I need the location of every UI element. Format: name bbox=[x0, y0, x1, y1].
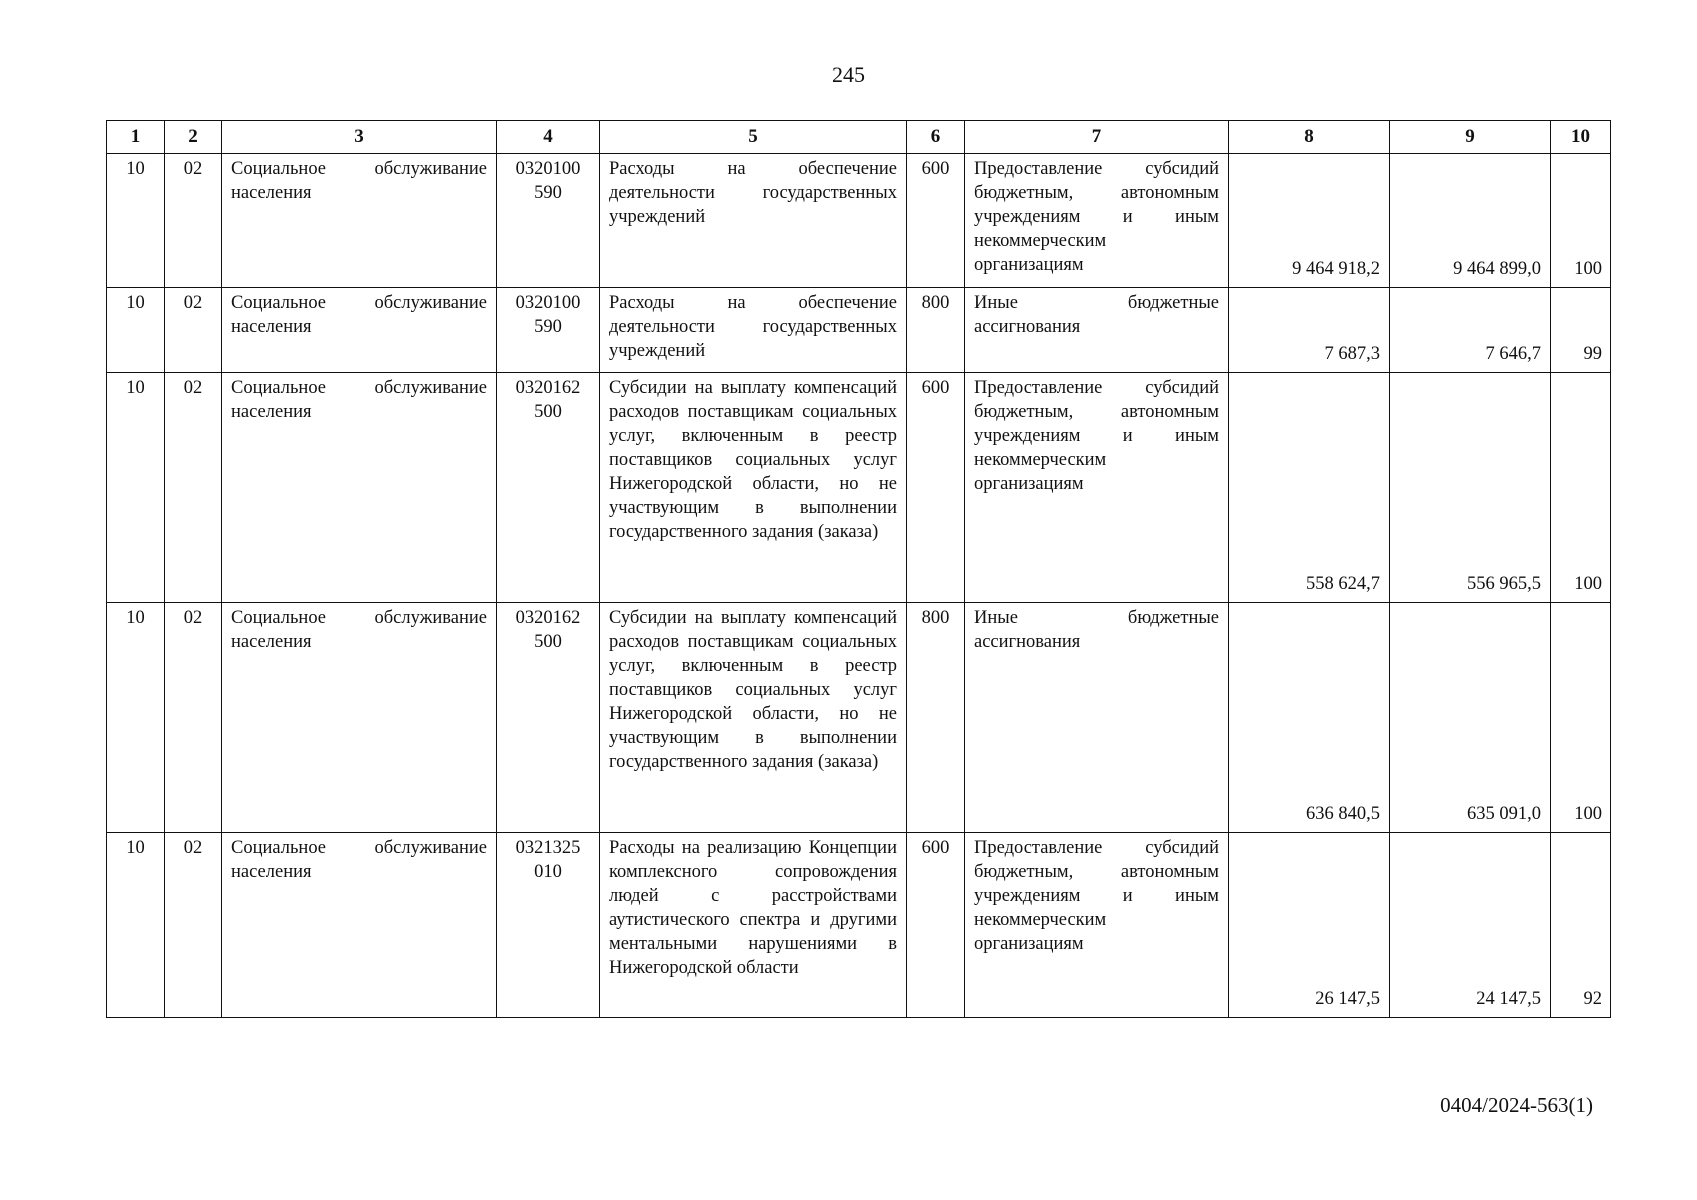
executed-amount: 7 646,7 bbox=[1390, 288, 1551, 373]
header-cell: 7 bbox=[965, 121, 1229, 154]
execution-percent: 100 bbox=[1551, 373, 1611, 603]
target-article-name: Расходы на обеспечение деятельности государственных учреждений bbox=[600, 154, 907, 288]
subsection-name: Социальное обслуживание населения bbox=[222, 154, 497, 288]
table-row bbox=[107, 288, 1611, 373]
header-cell: 3 bbox=[222, 121, 497, 154]
table-header-row bbox=[107, 121, 1611, 154]
target-article-name: Субсидии на выплату компенсаций расходов поставщикам социальных услуг, включенным в реестр поставщиков социальных услуг Нижегородской области, но не участвующим в выполнении государственного задания (заказа) bbox=[600, 603, 907, 833]
header-cell: 2 bbox=[165, 121, 222, 154]
executed-amount: 556 965,5 bbox=[1390, 373, 1551, 603]
target-article-code-part2: 010 bbox=[534, 862, 562, 882]
header-cell: 9 bbox=[1390, 121, 1551, 154]
header-cell: 5 bbox=[600, 121, 907, 154]
executed-amount: 635 091,0 bbox=[1390, 603, 1551, 833]
expense-type-name: Предоставление субсидий бюджетным, автономным учреждениям и иным некоммерческим организациям bbox=[965, 833, 1229, 1018]
section-code: 10 bbox=[107, 603, 165, 833]
expense-type-name: Иные бюджетные ассигнования bbox=[965, 603, 1229, 833]
execution-percent: 100 bbox=[1551, 603, 1611, 833]
subsection-name: Социальное обслуживание населения bbox=[222, 603, 497, 833]
planned-amount: 558 624,7 bbox=[1229, 373, 1390, 603]
document-code: 0404/2024-563(1) bbox=[1440, 1093, 1593, 1117]
header-cell: 8 bbox=[1229, 121, 1390, 154]
execution-percent: 99 bbox=[1551, 288, 1611, 373]
subsection-code: 02 bbox=[165, 288, 222, 373]
expense-type-code: 800 bbox=[907, 288, 965, 373]
expense-type-code: 600 bbox=[907, 154, 965, 288]
execution-percent: 100 bbox=[1551, 154, 1611, 288]
subsection-code: 02 bbox=[165, 154, 222, 288]
header-cell: 10 bbox=[1551, 121, 1611, 154]
executed-amount: 24 147,5 bbox=[1390, 833, 1551, 1018]
subsection-name: Социальное обслуживание населения bbox=[222, 288, 497, 373]
target-article-code-part1: 0320100 bbox=[515, 293, 581, 313]
expense-type-name: Предоставление субсидий бюджетным, автономным учреждениям и иным некоммерческим организациям bbox=[965, 373, 1229, 603]
target-article-name: Расходы на реализацию Концепции комплексного сопровождения людей с расстройствами аутистического спектра и другими ментальными нарушениями в Нижегородской области bbox=[600, 833, 907, 1018]
planned-amount: 7 687,3 bbox=[1229, 288, 1390, 373]
planned-amount: 636 840,5 bbox=[1229, 603, 1390, 833]
target-article-code-part1: 0320162 bbox=[515, 608, 581, 628]
table-row bbox=[107, 603, 1611, 833]
target-article-code bbox=[497, 603, 600, 833]
page-number: 245 bbox=[832, 62, 865, 87]
subsection-name: Социальное обслуживание населения bbox=[222, 833, 497, 1018]
target-article-code bbox=[497, 373, 600, 603]
table-row bbox=[107, 373, 1611, 603]
section-code: 10 bbox=[107, 288, 165, 373]
subsection-name: Социальное обслуживание населения bbox=[222, 373, 497, 603]
subsection-code: 02 bbox=[165, 833, 222, 1018]
subsection-code: 02 bbox=[165, 373, 222, 603]
header-cell: 1 bbox=[107, 121, 165, 154]
table-row bbox=[107, 833, 1611, 1018]
expense-type-code: 600 bbox=[907, 373, 965, 603]
expense-type-name: Иные бюджетные ассигнования bbox=[965, 288, 1229, 373]
planned-amount: 9 464 918,2 bbox=[1229, 154, 1390, 288]
target-article-code-part1: 0321325 bbox=[515, 838, 581, 858]
target-article-code bbox=[497, 154, 600, 288]
executed-amount: 9 464 899,0 bbox=[1390, 154, 1551, 288]
target-article-code-part2: 590 bbox=[534, 183, 562, 203]
subsection-code: 02 bbox=[165, 603, 222, 833]
target-article-code-part1: 0320162 bbox=[515, 378, 581, 398]
target-article-name: Субсидии на выплату компенсаций расходов поставщикам социальных услуг, включенным в реестр поставщиков социальных услуг Нижегородской области, но не участвующим в выполнении государственного задания (заказа) bbox=[600, 373, 907, 603]
section-code: 10 bbox=[107, 154, 165, 288]
expense-type-name: Предоставление субсидий бюджетным, автономным учреждениям и иным некоммерческим организациям bbox=[965, 154, 1229, 288]
budget-table bbox=[106, 120, 1611, 1018]
execution-percent: 92 bbox=[1551, 833, 1611, 1018]
header-cell: 6 bbox=[907, 121, 965, 154]
section-code: 10 bbox=[107, 373, 165, 603]
target-article-code-part2: 590 bbox=[534, 317, 562, 337]
target-article-code bbox=[497, 288, 600, 373]
target-article-name: Расходы на обеспечение деятельности государственных учреждений bbox=[600, 288, 907, 373]
target-article-code-part2: 500 bbox=[534, 402, 562, 422]
target-article-code-part2: 500 bbox=[534, 632, 562, 652]
target-article-code bbox=[497, 833, 600, 1018]
table-row bbox=[107, 154, 1611, 288]
target-article-code-part1: 0320100 bbox=[515, 159, 581, 179]
expense-type-code: 800 bbox=[907, 603, 965, 833]
header-cell: 4 bbox=[497, 121, 600, 154]
section-code: 10 bbox=[107, 833, 165, 1018]
planned-amount: 26 147,5 bbox=[1229, 833, 1390, 1018]
expense-type-code: 600 bbox=[907, 833, 965, 1018]
